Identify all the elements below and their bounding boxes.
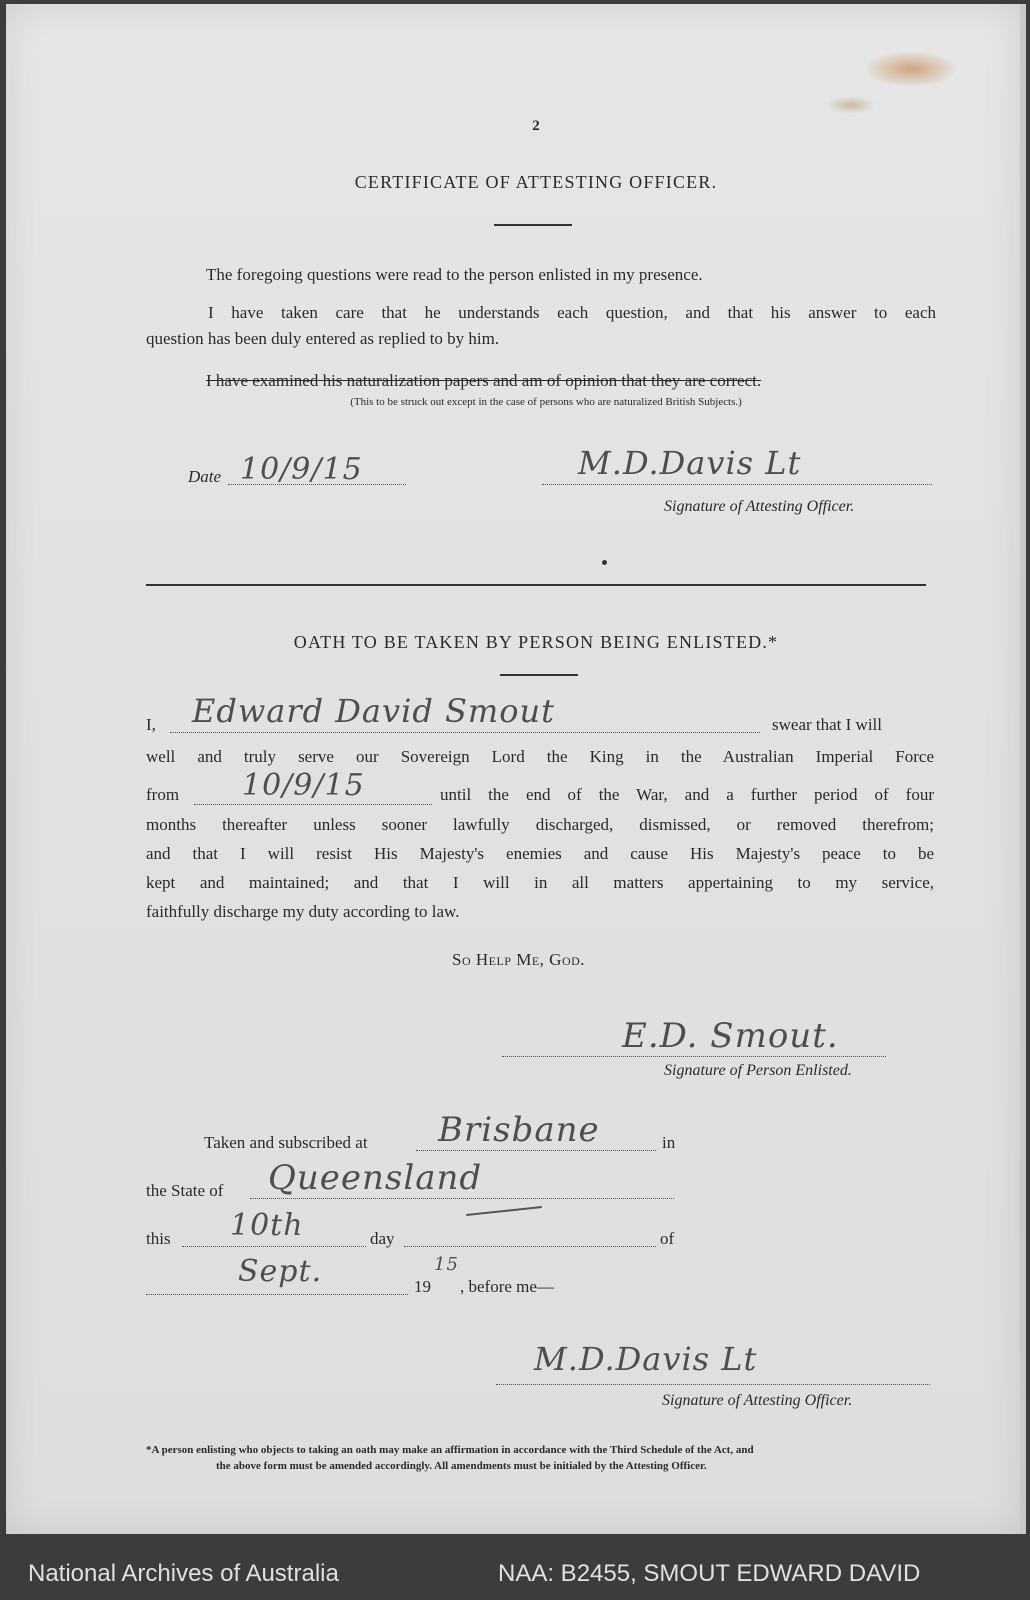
this-label: this [146,1229,171,1248]
enlistee-name-field [170,692,760,733]
place-field [416,1110,656,1151]
place-value: Brisbane [438,1110,600,1150]
month-field [146,1254,408,1295]
certificate-paragraph-2-line2: question has been duly entered as replied to by him. [146,329,500,348]
certificate-paragraph-1: The foregoing questions were read to the person enlisted in my presence. [206,265,703,284]
date-value: 10/9/15 [240,452,363,487]
state-label: the State of [146,1181,224,1200]
date-field [228,452,406,485]
attesting-officer-signature-field [542,444,932,485]
year-prefix: 19 [414,1277,431,1296]
date-label: Date [188,467,222,486]
enlisted-signature: E.D. Smout. [622,1016,839,1056]
oath-line-7: faithfully discharge my duty according to law. [146,902,460,921]
oath-line-3: until the end of the War, and a further period of four [440,785,934,804]
state-value: Queensland [268,1158,483,1198]
naturalization-struck-text: I have examined his naturalization papers and am of opinion that they are correct. [206,371,762,390]
archive-reference: NAA: B2455, SMOUT EDWARD DAVID [498,1560,921,1587]
oath-title: OATH TO BE TAKEN BY PERSON BEING ENLISTED.* [293,632,779,652]
officer-signature: M.D.Davis Lt [534,1340,758,1378]
oath-i-label: I, [146,715,156,734]
enlisted-signature-field [502,1016,886,1057]
document-page [6,4,1026,1534]
officer-signature-field [496,1340,930,1385]
in-label: in [662,1133,676,1152]
attesting-officer-signature-label: Signature of Attesting Officer. [664,498,855,515]
day-field [182,1208,366,1247]
oath-line-2: well and truly serve our Sovereign Lord the King in the Australian Imperial Force [146,747,934,766]
before-me-label: , before me— [460,1277,554,1296]
day-filler-field [404,1208,656,1247]
archive-name: National Archives of Australia [28,1560,339,1587]
strike-out-note: (This to be struck out except in the case of persons who are naturalized British Subjects.) [350,396,742,408]
oath-title-divider [500,674,578,676]
from-date-value: 10/9/15 [242,768,365,803]
so-help-me-god: So Help Me, God. [452,950,586,969]
month-value: Sept. [238,1254,323,1289]
of-label: of [660,1229,675,1248]
taken-subscribed-label: Taken and subscribed at [204,1133,368,1152]
certificate-title: CERTIFICATE OF ATTESTING OFFICER. [354,172,718,192]
oath-from-label: from [146,785,180,804]
enlistee-name: Edward David Smout [192,692,555,730]
oath-line-6: kept and maintained; and that I will in all matters appertaining to my service, [146,873,934,892]
certificate-paragraph-2-line1: I have taken care that he understands each question, and that his answer to each [208,303,936,322]
from-date-field [194,768,432,805]
attesting-officer-signature: M.D.Davis Lt [578,444,802,482]
ink-dot [602,560,607,565]
page-number: 2 [532,118,540,134]
archive-footer [0,1538,1030,1600]
enlisted-signature-label: Signature of Person Enlisted. [664,1062,852,1079]
rust-stain-mark [866,52,956,86]
rust-stain-mark-small [826,96,876,114]
state-field [250,1158,674,1199]
year-value: 15 [434,1254,459,1275]
title-divider [494,224,572,226]
section-divider [146,584,926,586]
officer-signature-label: Signature of Attesting Officer. [662,1392,853,1409]
footnote-line-2: the above form must be amended accordingly. All amendments must be initialed by the Attesting Officer. [216,1460,707,1472]
footnote-line-1: *A person enlisting who objects to taking an oath may make an affirmation in accordance with the Third Schedule of the Act, and [146,1444,754,1456]
oath-line-5: and that I will resist His Majesty's enemies and cause His Majesty's peace to be [146,844,934,863]
day-label: day [370,1229,395,1248]
day-value: 10th [230,1208,304,1243]
oath-swear-text: swear that I will [772,715,882,734]
oath-line-4: months thereafter unless sooner lawfully discharged, dismissed, or removed therefrom; [146,815,934,834]
